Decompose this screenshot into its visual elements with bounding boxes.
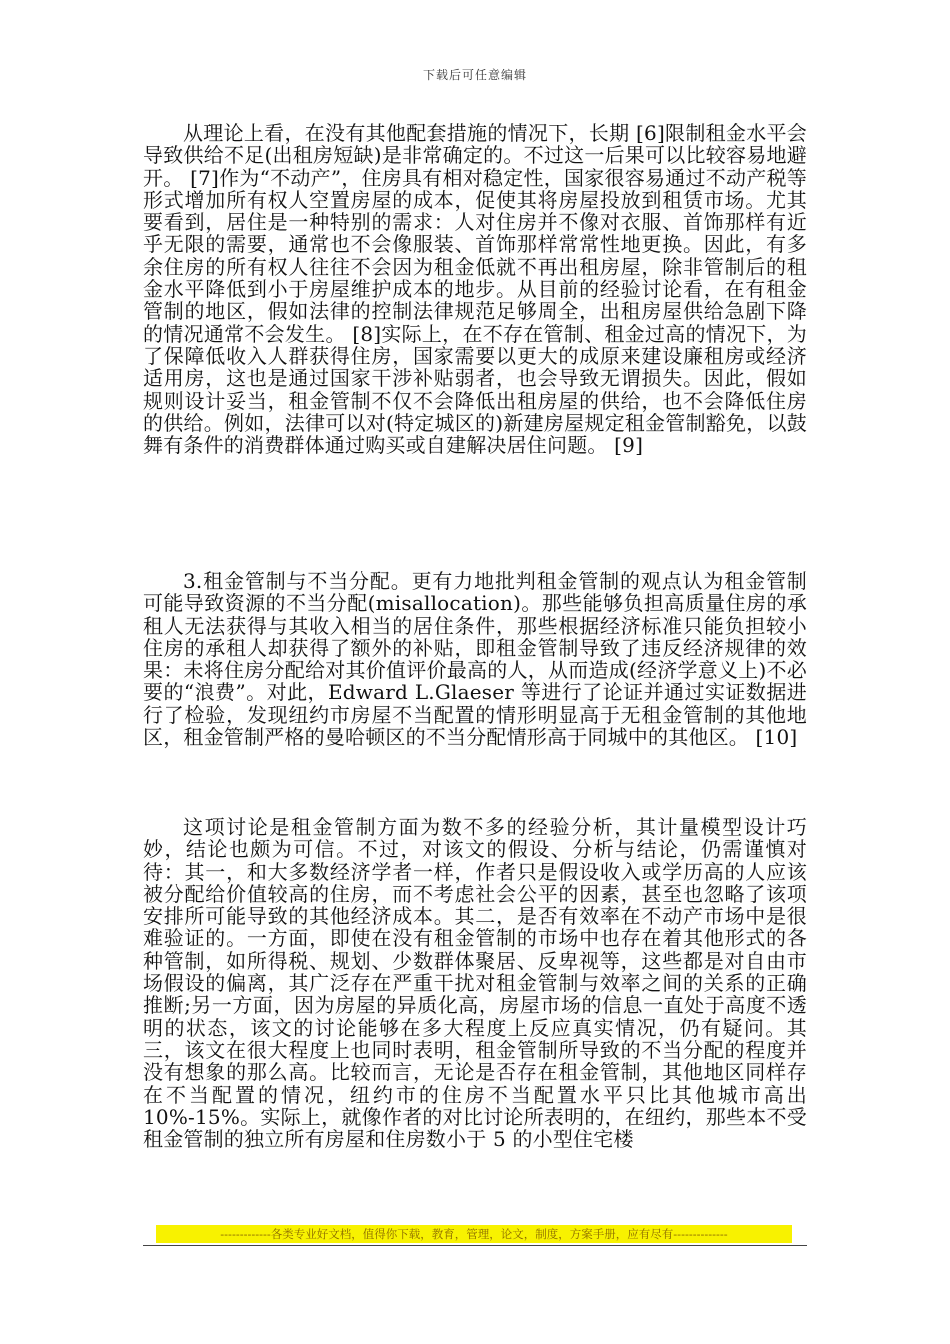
page-header: 下载后可任意编辑 [422, 68, 527, 82]
footer-banner: -------------各类专业好文档，值得你下载，教育，管理，论文，制度，方案手册，应有尽有-------------- [156, 1225, 792, 1243]
paragraph-misallocation: 3.租金管制与不当分配。更有力地批判租金管制的观点认为租金管制可能导致资源的不当分配(misallocation)。那些能够负担高质量住房的承租人无法获得与其收入相当的居住条件，那些根据经济标准只能负担较小住房的承租人却获得了额外的补贴，即租金管制导致了违反经济规律的效果：未将住房分配给对其价值评价最高的人，从而造成(经济学意义上)不必要的“浪费”。对此，Edward L.Glaeser 等进行了论证并通过实证数据进行了检验，发现纽约市房屋不当配置的情形明显高于无租金管制的其他地区，租金管制严格的曼哈顿区的不当分配情形高于同城中的其他区。 [10] [143, 569, 807, 750]
footer-divider [143, 1245, 807, 1246]
paragraph-empirical-analysis: 这项讨论是租金管制方面为数不多的经验分析，其计量模型设计巧妙，结论也颇为可信。不过，对该文的假设、分析与结论，仍需谨慎对待：其一，和大多数经济学者一样，作者只是假设收入或学历高的人应该被分配给价值较高的住房，而不考虑社会公平的因素，甚至也忽略了该项安排所可能导致的其他经济成本。其二，是否有效率在不动产市场中是很难验证的。一方面，即使在没有租金管制的市场中也存在着其他形式的各种管制，如所得税、规划、少数群体聚居、反卑视等，这些都是对自由市场假设的偏离，其广泛存在严重干扰对租金管制与效率之间的关系的正确推断;另一方面，因为房屋的异质化高，房屋市场的信息一直处于高度不透明的状态，该文的讨论能够在多大程度上反应真实情况，仍有疑问。其三，该文在很大程度上也同时表明，租金管制所导致的不当分配的程度并没有想象的那么高。比较而言，无论是否存在租金管制，其他地区同样存在不当配置的情况，纽约市的住房不当配置水平只比其他城市高出 10%-15%。实际上，就像作者的对比讨论所表明的，在纽约，那些本不受租金管制的独立所有房屋和住房数小于 5 的小型住宅楼 [143, 815, 807, 1152]
paragraph-rent-control-theory: 从理论上看，在没有其他配套措施的情况下，长期 [6]限制租金水平会导致供给不足(出租房短缺)是非常确定的。不过这一后果可以比较容易地避开。 [7]作为“不动产”，住房具有相对稳定性，国家很容易通过不动产税等形式增加所有权人空置房屋的成本，促使其将房屋投放到租赁市场。尤其要看到，居住是一种特别的需求：人对住房并不像对衣服、首饰那样有近乎无限的需要，通常也不会像服装、首饰那样常常性地更换。因此，有多余住房的所有权人往往不会因为租金低就不再出租房屋，除非管制后的租金水平降低到小于房屋维护成本的地步。从目前的经验讨论看，在有租金管制的地区，假如法律的控制法律规范足够周全，出租房屋供给急剧下降的情况通常不会发生。 [8]实际上，在不存在管制、租金过高的情况下，为了保障低收入人群获得住房，国家需要以更大的成原来建设廉租房或经济适用房，这也是通过国家干涉补贴弱者，也会导致无谓损失。因此，假如规则设计妥当，租金管制不仅不会降低出租房屋的供给，也不会降低住房的供给。例如，法律可以对(特定城区的)新建房屋规定租金管制豁免，以鼓舞有条件的消费群体通过购买或自建解决居住问题。 [9] [143, 121, 807, 458]
